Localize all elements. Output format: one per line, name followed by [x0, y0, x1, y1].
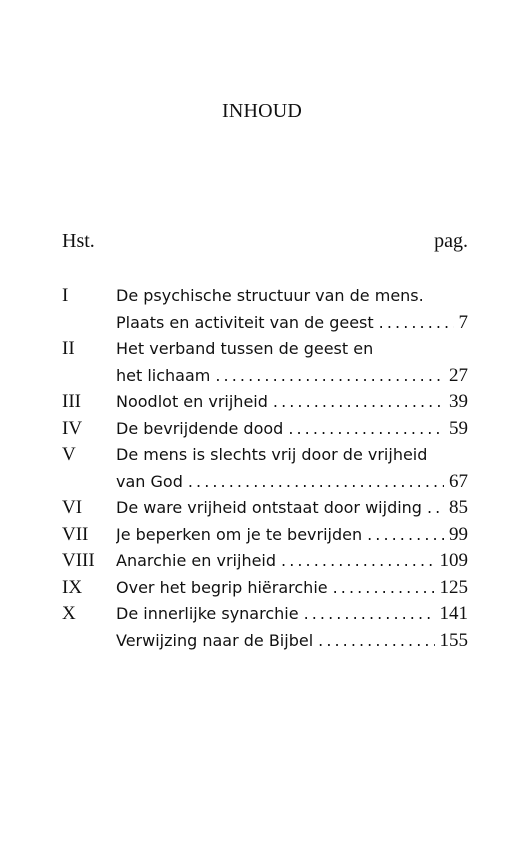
dot-leader: [304, 601, 435, 627]
toc-row: [0, 283, 524, 309]
toc-entry: [116, 601, 468, 627]
toc-entry: [116, 522, 468, 548]
chapter-number: II: [62, 338, 75, 359]
toc-row: [0, 628, 524, 654]
chapter-number: VII: [62, 523, 89, 545]
toc-entry: [116, 628, 468, 654]
chapter-title: Plaats en activiteit van de geest: [116, 312, 374, 332]
page-number: 39: [449, 391, 468, 412]
toc-entry: [116, 575, 468, 601]
page-number: 7: [458, 311, 468, 333]
toc-entry: [116, 416, 468, 442]
chapter-title: Je beperken om je te bevrijden: [116, 524, 363, 544]
page-number: 155: [439, 629, 468, 651]
toc-entry: [116, 336, 468, 362]
toc-row: [0, 601, 524, 627]
chapter-title: Verwijzing naar de Bijbel: [116, 630, 314, 650]
dot-leader: [215, 363, 444, 389]
toc-entry: [116, 283, 468, 309]
chapter-title: De psychische structuur van de mens.: [116, 286, 424, 305]
dot-leader: [333, 575, 435, 601]
dot-leader: [427, 495, 444, 521]
chapter-title: De innerlijke synarchie: [116, 604, 299, 623]
dot-leader: [281, 548, 434, 574]
toc-entry: [116, 469, 468, 495]
chapter-title: De bevrijdende dood: [116, 418, 284, 438]
toc-row: [0, 389, 524, 415]
chapter-title: van God: [116, 471, 183, 491]
chapter-title: Anarchie en vrijheid: [116, 551, 277, 570]
page-number: 99: [449, 523, 468, 545]
chapter-column-header: Hst.: [62, 230, 95, 252]
toc-row: [0, 416, 524, 442]
chapter-number: I: [62, 285, 69, 306]
toc-row: [0, 469, 524, 495]
chapter-number: VIII: [62, 550, 95, 571]
toc-row: [0, 548, 524, 574]
dot-leader: [288, 416, 444, 442]
page-number: 59: [449, 417, 468, 439]
chapter-title: het lichaam: [116, 365, 211, 385]
toc-row: [0, 336, 524, 362]
chapter-title: Noodlot en vrijheid: [116, 392, 268, 411]
chapter-number: IX: [62, 576, 83, 598]
chapter-title: Over het begrip hiërarchie: [116, 577, 328, 597]
toc-entry: [116, 363, 468, 389]
toc-row: [0, 442, 524, 468]
toc-entry: [116, 495, 468, 521]
dot-leader: [367, 522, 444, 548]
toc-row: [0, 310, 524, 336]
dot-leader: [379, 310, 454, 336]
chapter-number: X: [62, 603, 76, 624]
toc-entry: [116, 442, 468, 468]
chapter-title: Het verband tussen de geest en: [116, 339, 374, 358]
page-number: 109: [439, 550, 468, 571]
toc-entry: [116, 389, 468, 415]
toc-entry: [116, 548, 468, 574]
page-number: 141: [439, 603, 468, 624]
toc-row: [0, 575, 524, 601]
chapter-number: III: [62, 391, 81, 412]
dot-leader: [318, 628, 434, 654]
page-title: INHOUD: [221, 100, 303, 122]
dot-leader: [188, 469, 444, 495]
toc-row: [0, 522, 524, 548]
page-number: 85: [449, 497, 468, 518]
chapter-number: IV: [62, 417, 83, 439]
page-number: 67: [449, 470, 468, 492]
page-number: 125: [439, 576, 468, 598]
toc-entry: [116, 310, 468, 336]
chapter-title: De ware vrijheid ontstaat door wijding: [116, 498, 422, 517]
chapter-title: De mens is slechts vrij door de vrijheid: [116, 445, 428, 464]
chapter-number: V: [62, 444, 76, 465]
dot-leader: [273, 389, 444, 415]
chapter-number: VI: [62, 497, 83, 518]
page-number: 27: [449, 364, 468, 386]
page-column-header: pag.: [434, 230, 468, 252]
toc-row: [0, 363, 524, 389]
toc-row: [0, 495, 524, 521]
